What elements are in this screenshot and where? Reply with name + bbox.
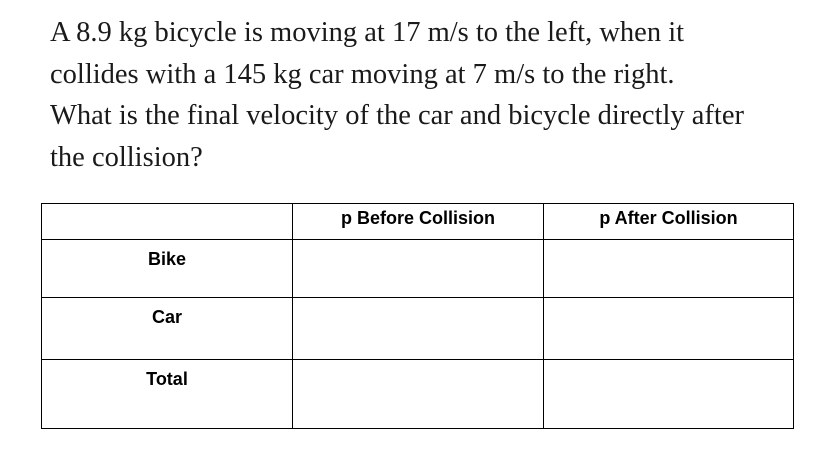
bike-before-cell: [293, 240, 544, 298]
table-row: [42, 240, 794, 298]
problem-line: A 8.9 kg bicycle is moving at 17 m/s to the left, when it: [50, 17, 685, 48]
header-after-collision: [544, 204, 794, 240]
row-label-cell: [42, 360, 293, 429]
row-label-cell: [42, 298, 293, 360]
header-before-collision: [293, 204, 544, 240]
table-row: [42, 360, 794, 429]
car-after-cell: [544, 298, 794, 360]
problem-line: What is the final velocity of the car and bicycle directly after: [50, 100, 744, 131]
row-label-cell: [42, 240, 293, 298]
table-row: [42, 298, 794, 360]
header-after-label: p After Collision: [599, 208, 738, 228]
header-corner-cell: [42, 204, 293, 240]
header-before-label: p Before Collision: [340, 208, 495, 228]
problem-line: collides with a 145 kg car moving at 7 m/s to the right.: [50, 58, 675, 90]
car-before-cell: [293, 298, 544, 360]
total-before-cell: [293, 360, 544, 429]
problem-line: the collision?: [50, 141, 203, 173]
bike-after-cell: [544, 240, 794, 298]
row-label-bike: Bike: [147, 249, 187, 269]
total-after-cell: [544, 360, 794, 429]
table-header-row: [42, 204, 794, 240]
momentum-table: [41, 203, 794, 429]
row-label-car: Car: [151, 307, 182, 327]
problem-statement: [50, 12, 810, 178]
row-label-total: Total: [146, 369, 188, 389]
